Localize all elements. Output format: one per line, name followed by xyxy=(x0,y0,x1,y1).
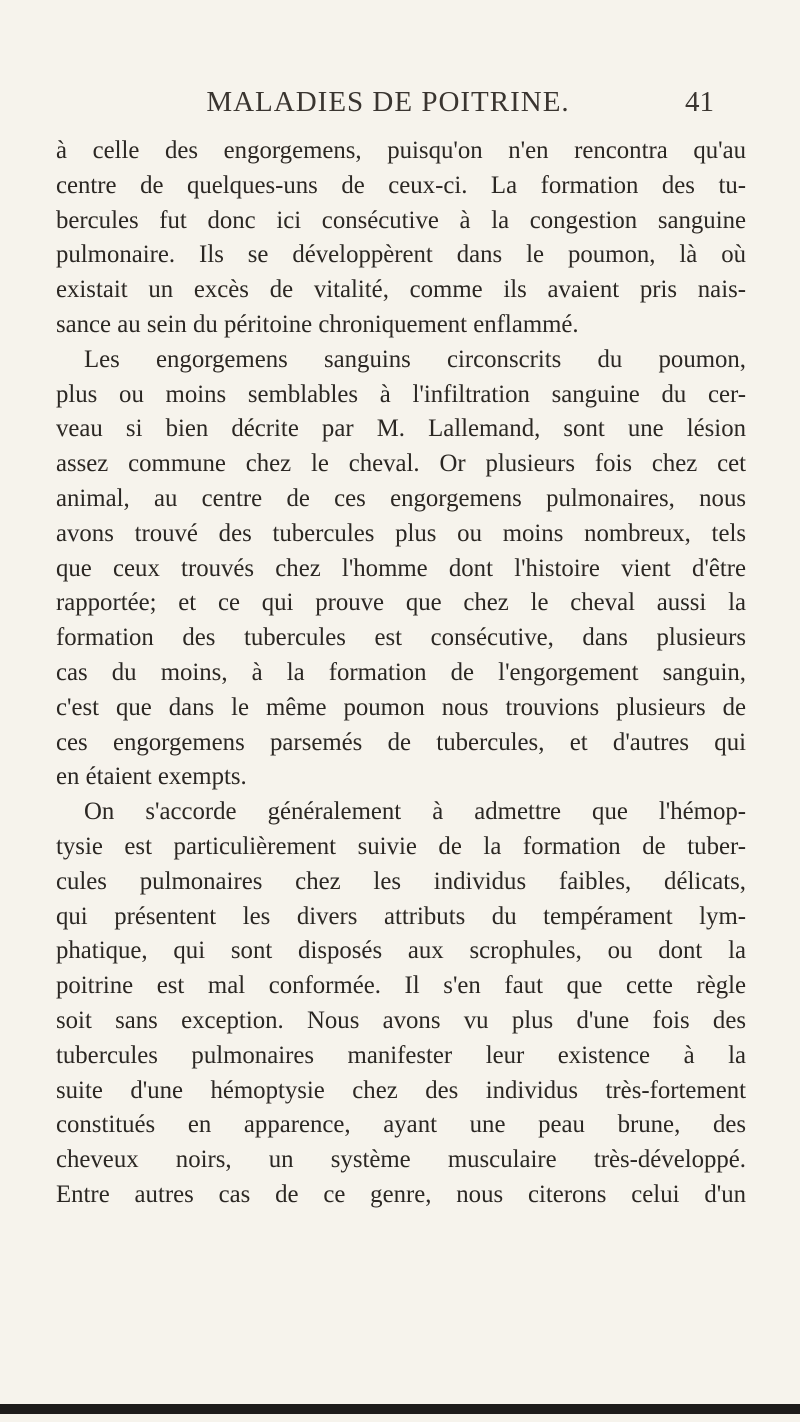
text-line: soit sans exception. Nous avons vu plus d'une fois des xyxy=(56,1006,746,1034)
text-line: pulmonaire. Ils se développèrent dans le poumon, là où xyxy=(56,241,746,269)
text-line: animal, au centre de ces engorgemens pulmonaires, nous xyxy=(56,484,746,512)
text-line: tysie est particulièrement suivie de la formation de tuber- xyxy=(56,832,746,860)
text-line: plus ou moins semblables à l'infiltration sanguine du cer- xyxy=(56,380,746,408)
text-line: assez commune chez le cheval. Or plusieurs fois chez cet xyxy=(56,450,746,478)
paragraph-start-line: On s'accorde généralement à admettre que l'hémop- xyxy=(84,798,746,826)
running-title: MALADIES DE POITRINE. xyxy=(206,86,570,118)
text-line: poitrine est mal conformée. Il s'en faut que cette règle xyxy=(56,972,746,1000)
body-text xyxy=(56,134,746,1213)
text-line: centre de quelques-uns de ceux-ci. La formation des tu- xyxy=(56,171,746,199)
text-line: constitués en apparence, ayant une peau brune, des xyxy=(56,1111,746,1139)
text-line: cheveux noirs, un système musculaire très-développé. xyxy=(56,1146,746,1174)
text-line: bercules fut donc ici consécutive à la congestion sanguine xyxy=(56,206,746,234)
text-line: que ceux trouvés chez l'homme dont l'histoire vient d'être xyxy=(56,554,746,582)
text-line: en étaient exempts. xyxy=(56,763,247,791)
scan-edge-rule xyxy=(0,1404,800,1414)
page-number: 41 xyxy=(685,86,714,118)
text-line: Entre autres cas de ce genre, nous citerons celui d'un xyxy=(56,1180,746,1208)
text-line: existait un excès de vitalité, comme ils avaient pris nais- xyxy=(56,276,746,304)
text-line: cas du moins, à la formation de l'engorgement sanguin, xyxy=(56,658,746,686)
text-line: cules pulmonaires chez les individus faibles, délicats, xyxy=(56,867,746,895)
paragraph-start-line: Les engorgemens sanguins circonscrits du poumon, xyxy=(84,345,746,373)
text-line: suite d'une hémoptysie chez des individus très-fortement xyxy=(56,1076,746,1104)
text-line: avons trouvé des tubercules plus ou moins nombreux, tels xyxy=(56,519,746,547)
text-line: sance au sein du péritoine chroniquement enflammé. xyxy=(56,310,579,338)
text-line: à celle des engorgemens, puisqu'on n'en rencontra qu'au xyxy=(56,137,746,164)
text-line: phatique, qui sont disposés aux scrophules, ou dont la xyxy=(56,937,746,965)
text-line: ces engorgemens parsemés de tubercules, et d'autres qui xyxy=(56,728,746,756)
text-line: c'est que dans le même poumon nous trouvions plusieurs de xyxy=(56,693,746,721)
text-line: rapportée; et ce qui prouve que chez le cheval aussi la xyxy=(56,589,746,617)
text-line: qui présentent les divers attributs du tempérament lym- xyxy=(56,902,746,930)
running-head xyxy=(56,86,720,130)
text-line: tubercules pulmonaires manifester leur existence à la xyxy=(56,1041,746,1069)
text-line: veau si bien décrite par M. Lallemand, sont une lésion xyxy=(56,415,746,443)
text-line: formation des tubercules est consécutive, dans plusieurs xyxy=(56,624,746,652)
